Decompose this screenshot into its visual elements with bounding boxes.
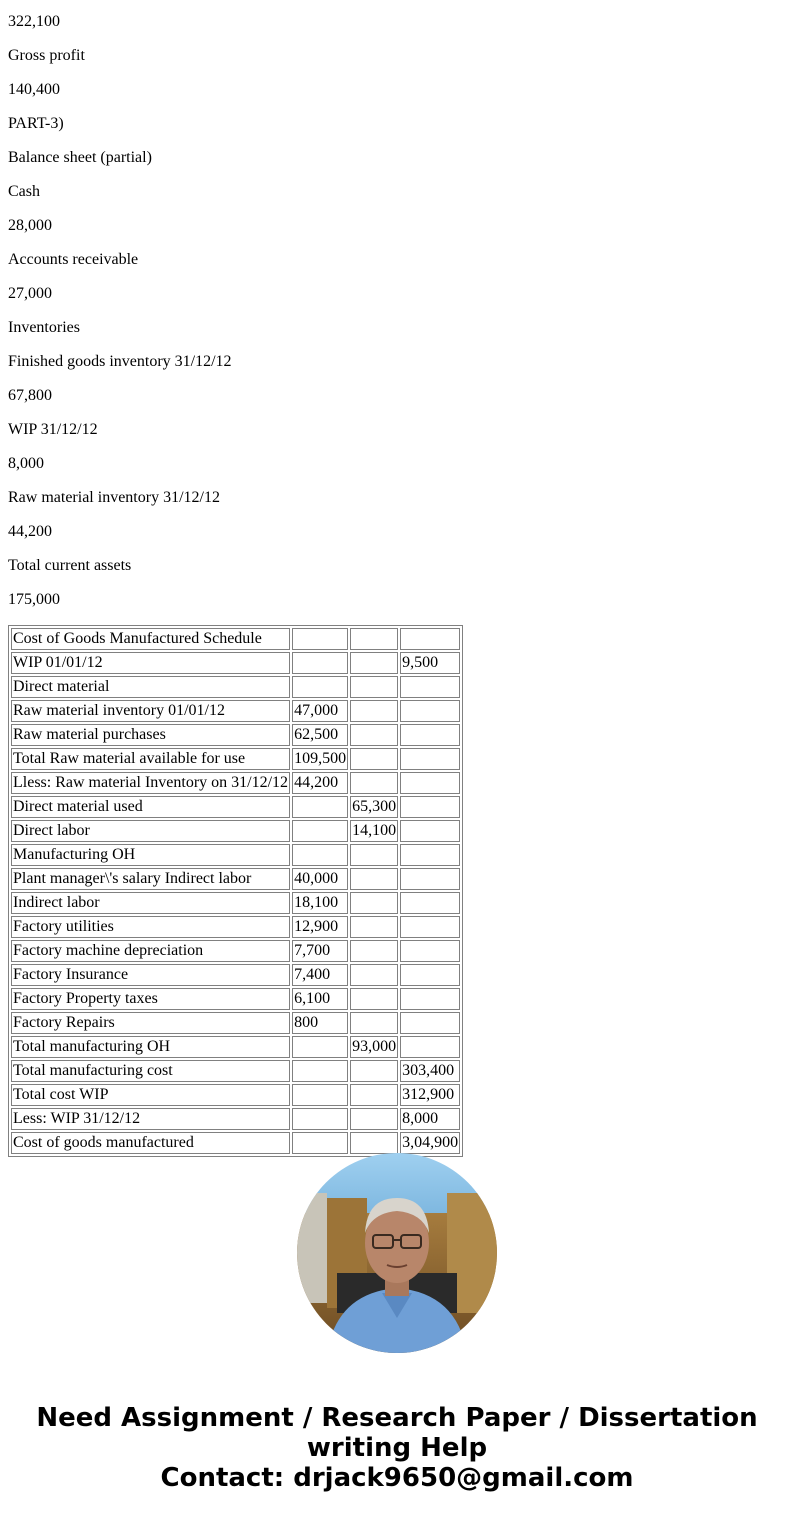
cogm-total-amount: [400, 868, 460, 890]
cogm-detail-amount: [292, 796, 348, 818]
table-row: [11, 988, 460, 1010]
cogm-subtotal-amount: [350, 724, 398, 746]
cogm-total-amount: [400, 964, 460, 986]
cogm-subtotal-amount: [350, 940, 398, 962]
cogm-item-label: Lless: Raw material Inventory on 31/12/12: [11, 772, 290, 794]
cogm-item-label: Direct material: [11, 676, 290, 698]
cogm-item-label: Factory Insurance: [11, 964, 290, 986]
paragraph: Finished goods inventory 31/12/12: [8, 353, 232, 370]
cogm-detail-amount: 47,000: [292, 700, 348, 722]
cogm-detail-amount: [292, 628, 348, 650]
cogm-item-label: Indirect labor: [11, 892, 290, 914]
table-row: [11, 892, 460, 914]
cogm-item-label: Raw material inventory 01/01/12: [11, 700, 290, 722]
cogm-total-amount: [400, 628, 460, 650]
cogm-detail-amount: 6,100: [292, 988, 348, 1010]
cogm-total-amount: [400, 724, 460, 746]
cogm-schedule-table: [8, 625, 463, 1157]
cogm-item-label: Factory machine depreciation: [11, 940, 290, 962]
table-row: [11, 916, 460, 938]
cogm-subtotal-amount: [350, 964, 398, 986]
cogm-detail-amount: [292, 1084, 348, 1106]
cogm-subtotal-amount: [350, 1108, 398, 1130]
cogm-subtotal-amount: [350, 1060, 398, 1082]
cogm-subtotal-amount: [350, 1132, 398, 1154]
cogm-detail-amount: [292, 1108, 348, 1130]
table-row: [11, 868, 460, 890]
promo-line-2: writing Help: [306, 1433, 488, 1463]
cogm-item-label: Cost of Goods Manufactured Schedule: [11, 628, 290, 650]
paragraph: 44,200: [8, 523, 52, 540]
cogm-total-amount: [400, 748, 460, 770]
cogm-subtotal-amount: 65,300: [350, 796, 398, 818]
cogm-detail-amount: 7,400: [292, 964, 348, 986]
cogm-item-label: Total manufacturing OH: [11, 1036, 290, 1058]
cogm-detail-amount: [292, 820, 348, 842]
cogm-subtotal-amount: [350, 892, 398, 914]
paragraph: 322,100: [8, 13, 60, 30]
paragraph: Cash: [8, 183, 40, 200]
cogm-total-amount: [400, 1036, 460, 1058]
table-row: [11, 796, 460, 818]
cogm-detail-amount: 18,100: [292, 892, 348, 914]
cogm-item-label: Factory Repairs: [11, 1012, 290, 1034]
promo-banner: [0, 1403, 794, 1493]
cogm-item-label: WIP 01/01/12: [11, 652, 290, 674]
paragraph: 140,400: [8, 81, 60, 98]
paragraph: Inventories: [8, 319, 80, 336]
author-portrait-image: [297, 1153, 497, 1353]
cogm-total-amount: [400, 988, 460, 1010]
cogm-detail-amount: [292, 1132, 348, 1154]
cogm-item-label: Less: WIP 31/12/12: [11, 1108, 290, 1130]
cogm-detail-amount: 40,000: [292, 868, 348, 890]
cogm-detail-amount: 12,900: [292, 916, 348, 938]
cogm-subtotal-amount: [350, 868, 398, 890]
cogm-total-amount: 8,000: [400, 1108, 460, 1130]
cogm-item-label: Factory Property taxes: [11, 988, 290, 1010]
cogm-subtotal-amount: [350, 1012, 398, 1034]
table-row: [11, 1036, 460, 1058]
table-row: [11, 940, 460, 962]
cogm-subtotal-amount: 14,100: [350, 820, 398, 842]
paragraph: 67,800: [8, 387, 52, 404]
cogm-total-amount: [400, 1012, 460, 1034]
paragraph-list: [8, 13, 786, 609]
cogm-item-label: Cost of goods manufactured: [11, 1132, 290, 1154]
paragraph: Accounts receivable: [8, 251, 139, 268]
cogm-subtotal-amount: [350, 1084, 398, 1106]
paragraph: Total current assets: [8, 557, 132, 574]
table-row: [11, 964, 460, 986]
table-row: [11, 1132, 460, 1154]
paragraph: Gross profit: [8, 47, 85, 64]
table-row: [11, 1012, 460, 1034]
cogm-total-amount: [400, 820, 460, 842]
table-row: [11, 628, 460, 650]
cogm-total-amount: [400, 892, 460, 914]
cogm-total-amount: 9,500: [400, 652, 460, 674]
paragraph: PART-3): [8, 115, 64, 132]
table-row: [11, 748, 460, 770]
cogm-detail-amount: 800: [292, 1012, 348, 1034]
cogm-total-amount: [400, 940, 460, 962]
paragraph: 27,000: [8, 285, 52, 302]
table-row: [11, 1084, 460, 1106]
paragraph: 8,000: [8, 455, 44, 472]
table-row: [11, 772, 460, 794]
cogm-subtotal-amount: [350, 652, 398, 674]
cogm-subtotal-amount: [350, 676, 398, 698]
table-row: [11, 820, 460, 842]
cogm-detail-amount: [292, 844, 348, 866]
table-row: [11, 676, 460, 698]
cogm-item-label: Factory utilities: [11, 916, 290, 938]
table-row: [11, 844, 460, 866]
cogm-subtotal-amount: [350, 748, 398, 770]
cogm-subtotal-amount: [350, 772, 398, 794]
cogm-subtotal-amount: [350, 700, 398, 722]
author-avatar: [297, 1153, 497, 1353]
cogm-detail-amount: [292, 652, 348, 674]
paragraph: Raw material inventory 31/12/12: [8, 489, 220, 506]
cogm-total-amount: [400, 844, 460, 866]
cogm-item-label: Raw material purchases: [11, 724, 290, 746]
cogm-subtotal-amount: [350, 916, 398, 938]
cogm-item-label: Plant manager\'s salary Indirect labor: [11, 868, 290, 890]
cogm-detail-amount: 109,500: [292, 748, 348, 770]
cogm-item-label: Total manufacturing cost: [11, 1060, 290, 1082]
promo-line-1: Need Assignment / Research Paper / Dissertation: [36, 1403, 758, 1433]
cogm-item-label: Direct material used: [11, 796, 290, 818]
cogm-subtotal-amount: [350, 988, 398, 1010]
cogm-detail-amount: 62,500: [292, 724, 348, 746]
cogm-detail-amount: [292, 1036, 348, 1058]
cogm-total-amount: [400, 772, 460, 794]
cogm-detail-amount: 7,700: [292, 940, 348, 962]
table-row: [11, 724, 460, 746]
cogm-total-amount: [400, 796, 460, 818]
paragraph: Balance sheet (partial): [8, 149, 152, 166]
cogm-total-amount: [400, 700, 460, 722]
cogm-detail-amount: [292, 1060, 348, 1082]
cogm-item-label: Manufacturing OH: [11, 844, 290, 866]
paragraph: WIP 31/12/12: [8, 421, 98, 438]
cogm-subtotal-amount: [350, 628, 398, 650]
cogm-item-label: Total cost WIP: [11, 1084, 290, 1106]
cogm-total-amount: 312,900: [400, 1084, 460, 1106]
cogm-item-label: Direct labor: [11, 820, 290, 842]
cogm-subtotal-amount: 93,000: [350, 1036, 398, 1058]
cogm-subtotal-amount: [350, 844, 398, 866]
cogm-detail-amount: [292, 676, 348, 698]
cogm-item-label: Total Raw material available for use: [11, 748, 290, 770]
table-row: [11, 700, 460, 722]
paragraph: 28,000: [8, 217, 52, 234]
cogm-total-amount: [400, 916, 460, 938]
cogm-total-amount: 303,400: [400, 1060, 460, 1082]
table-row: [11, 652, 460, 674]
table-row: [11, 1108, 460, 1130]
promo-contact-line: Contact: drjack9650@gmail.com: [160, 1463, 634, 1493]
cogm-detail-amount: 44,200: [292, 772, 348, 794]
table-row: [11, 1060, 460, 1082]
cogm-total-amount: [400, 676, 460, 698]
cogm-total-amount: 3,04,900: [400, 1132, 460, 1154]
paragraph: 175,000: [8, 591, 60, 608]
